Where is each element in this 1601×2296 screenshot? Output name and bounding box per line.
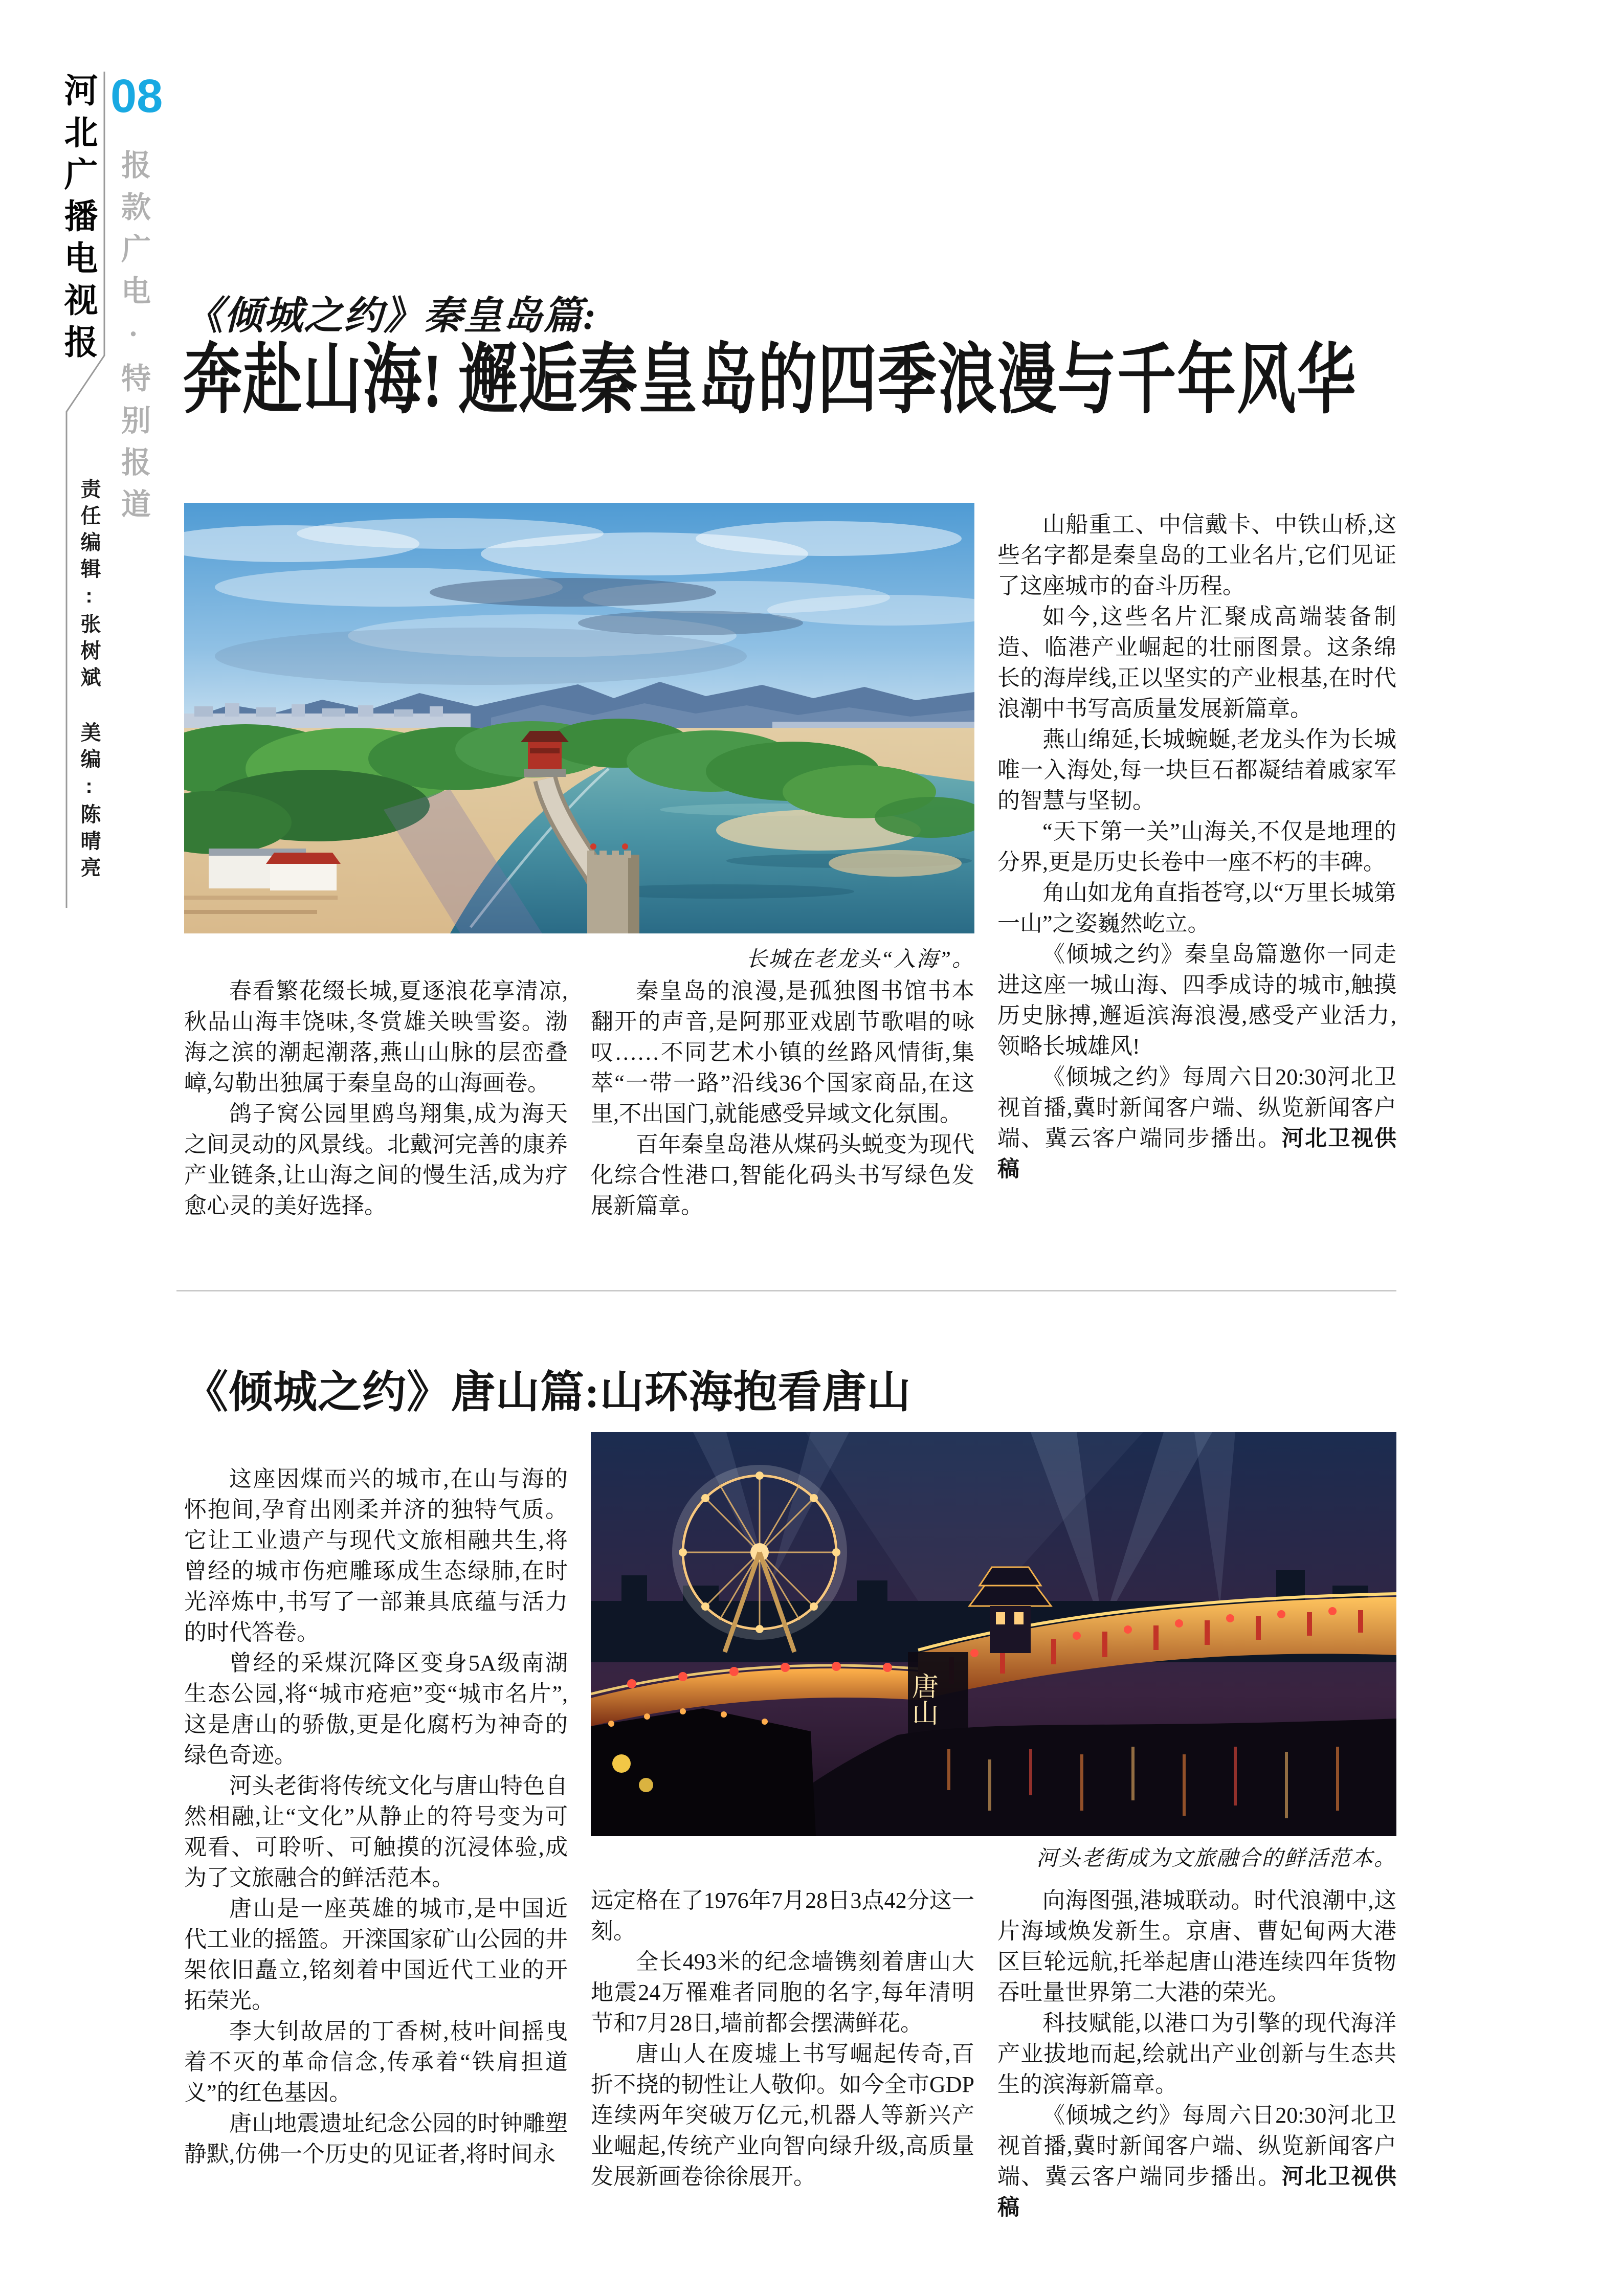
tangshan-sign [908,1652,969,1739]
paragraph: 全长493米的纪念墙镌刻着唐山大地震24万罹难者同胞的名字,每年清明节和7月28日,墙前都会摆满鲜花。 [591,1949,974,2036]
article1-column-2 [591,976,974,1228]
paragraph: 秦皇岛的浪漫,是孤独图书馆书本翻开的声音,是阿那亚戏剧节歌唱的咏叹……不同艺术小镇的丝路风情街,集萃“一带一路”沿线36个国家商品,在这里,不出国门,就能感受异域文化氛围。 [591,978,974,1126]
article2-broadcast-info: 《倾城之约》每周六日20:30河北卫视首播,冀时新闻客户端、纵览新闻客户端、冀云客户端同步播出。 [997,2103,1396,2189]
photo1-caption: 长城在老龙头“入海”。 [746,948,974,971]
paragraph: 如今,这些名片汇聚成高端装备制造、临港产业崛起的壮丽图景。这条绵长的海岸线,正以坚实的产业根基,在时代浪潮中书写高质量发展新篇章。 [997,604,1396,721]
article1-kicker: 《倾城之约》秦皇岛篇: [184,295,597,338]
article1-column-1 [184,976,568,1228]
paragraph: “天下第一关”山海关,不仅是地理的分界,更是历史长卷中一座不朽的丰碑。 [997,819,1396,875]
paragraph: 远定格在了1976年7月28日3点42分这一刻。 [591,1888,974,1944]
paragraph: 燕山绵延,长城蜿蜒,老龙头作为长城唯一入海处,每一块巨石都凝结着戚家军的智慧与坚韧。 [997,727,1396,813]
tangshan-sign-label: 唐山 [907,1673,937,1726]
section-label: 报款广电·特别报道 [117,149,150,530]
photo-laolongtou-art [184,503,974,933]
article1-title: 奔赴山海! 邂逅秦皇岛的四季浪漫与千年风华 [183,338,1357,423]
paragraph: 春看繁花缀长城,夏逐浪花享清凉,秋品山海丰饶味,冬赏雄关映雪姿。渤海之滨的潮起潮落,燕山山脉的层峦叠嶂,勾勒出独属于秦皇岛的山海画卷。 [184,978,568,1096]
article1-broadcast-paragraph [997,1062,1396,1185]
article-divider [176,1290,1396,1291]
photo-laolongtou [184,503,974,933]
paragraph: 角山如龙角直指苍穹,以“万里长城第一山”之姿巍然屹立。 [997,880,1396,936]
paragraph: 鸽子窝公园里鸥鸟翔集,成为海天之间灵动的风景线。北戴河完善的康养产业链条,让山海之间的慢生活,成为疗愈心灵的美好选择。 [184,1101,568,1218]
editors-credit: 责任编辑:张树斌 美编:陈晴亮 [78,478,100,883]
paragraph: 河头老街将传统文化与唐山特色自然相融,让“文化”从静止的符号变为可观看、可聆听、可触摸的沉浸体验,成为了文旅融合的鲜活范本。 [184,1773,568,1890]
article2-column-3 [997,1885,1396,2228]
article2-byline: 河北卫视供稿 [997,2165,1396,2220]
photo2-caption: 河头老街成为文旅融合的鲜活范本。 [1036,1847,1396,1870]
article2-title: 《倾城之约》唐山篇:山环海抱看唐山 [184,1368,911,1417]
article2-column-1 [184,1464,568,2226]
photo-tangshan-night [591,1432,1396,1836]
article1-column-3 [997,509,1396,1228]
article2-column-2 [591,1885,974,2228]
masthead-title: 河北广播电视报 [59,73,96,366]
paragraph: 这座因煤而兴的城市,在山与海的怀抱间,孕育出刚柔并济的独特气质。它让工业遗产与现代文旅相融共生,将曾经的城市伤疤雕琢成生态绿肺,在时光淬炼中,书写了一部兼具底蕴与活力的时代答卷。 [184,1466,568,1645]
article1-byline: 河北卫视供稿 [997,1126,1396,1182]
paragraph: 唐山地震遗址纪念公园的时钟雕塑静默,仿佛一个历史的见证者,将时间永 [184,2111,568,2167]
article1-broadcast-info: 《倾城之约》每周六日20:30河北卫视首播,冀时新闻客户端、纵览新闻客户端、冀云客户端同步播出。 [997,1064,1396,1151]
paragraph: 山船重工、中信戴卡、中铁山桥,这些名字都是秦皇岛的工业名片,它们见证了这座城市的奋斗历程。 [997,512,1396,598]
paragraph: 唐山是一座英雄的城市,是中国近代工业的摇篮。开滦国家矿山公园的井架依旧矗立,铭刻着中国近代工业的开拓荣光。 [184,1896,568,2013]
paragraph: 曾经的采煤沉降区变身5A级南湖生态公园,将“城市疮疤”变“城市名片”,这是唐山的骄傲,更是化腐朽为神奇的绿色奇迹。 [184,1651,568,1768]
foreground-rooftops [591,1708,816,1836]
paragraph: 《倾城之约》秦皇岛篇邀你一同走进这座一城山海、四季成诗的城市,触摸历史脉搏,邂逅滨海浪漫,感受产业活力,领略长城雄风! [997,942,1396,1059]
page-number: 08 [110,70,163,122]
photo-tangshan-art [591,1432,1396,1836]
article2-broadcast-paragraph [997,2100,1396,2223]
paragraph: 向海图强,港城联动。时代浪潮中,这片海域焕发新生。京唐、曹妃甸两大港区巨轮远航,托举起唐山港连续四年货物吞吐量世界第二大港的荣光。 [997,1888,1396,2005]
pavilion [521,731,569,777]
paragraph: 李大钊故居的丁香树,枝叶间摇曳着不灭的革命信念,传承着“铁肩担道义”的红色基因。 [184,2019,568,2105]
paragraph: 唐山人在废墟上书写崛起传奇,百折不挠的韧性让人敬仰。如今全市GDP连续两年突破万亿元,机器人等新兴产业崛起,传统产业向智向绿升级,高质量发展新画卷徐徐展开。 [591,2041,974,2189]
paragraph: 科技赋能,以港口为引擎的现代海洋产业拔地而起,绘就出产业创新与生态共生的滨海新篇章。 [997,2011,1396,2097]
paragraph: 百年秦皇岛港从煤码头蜕变为现代化综合性港口,智能化码头书写绿色发展新篇章。 [591,1132,974,1218]
